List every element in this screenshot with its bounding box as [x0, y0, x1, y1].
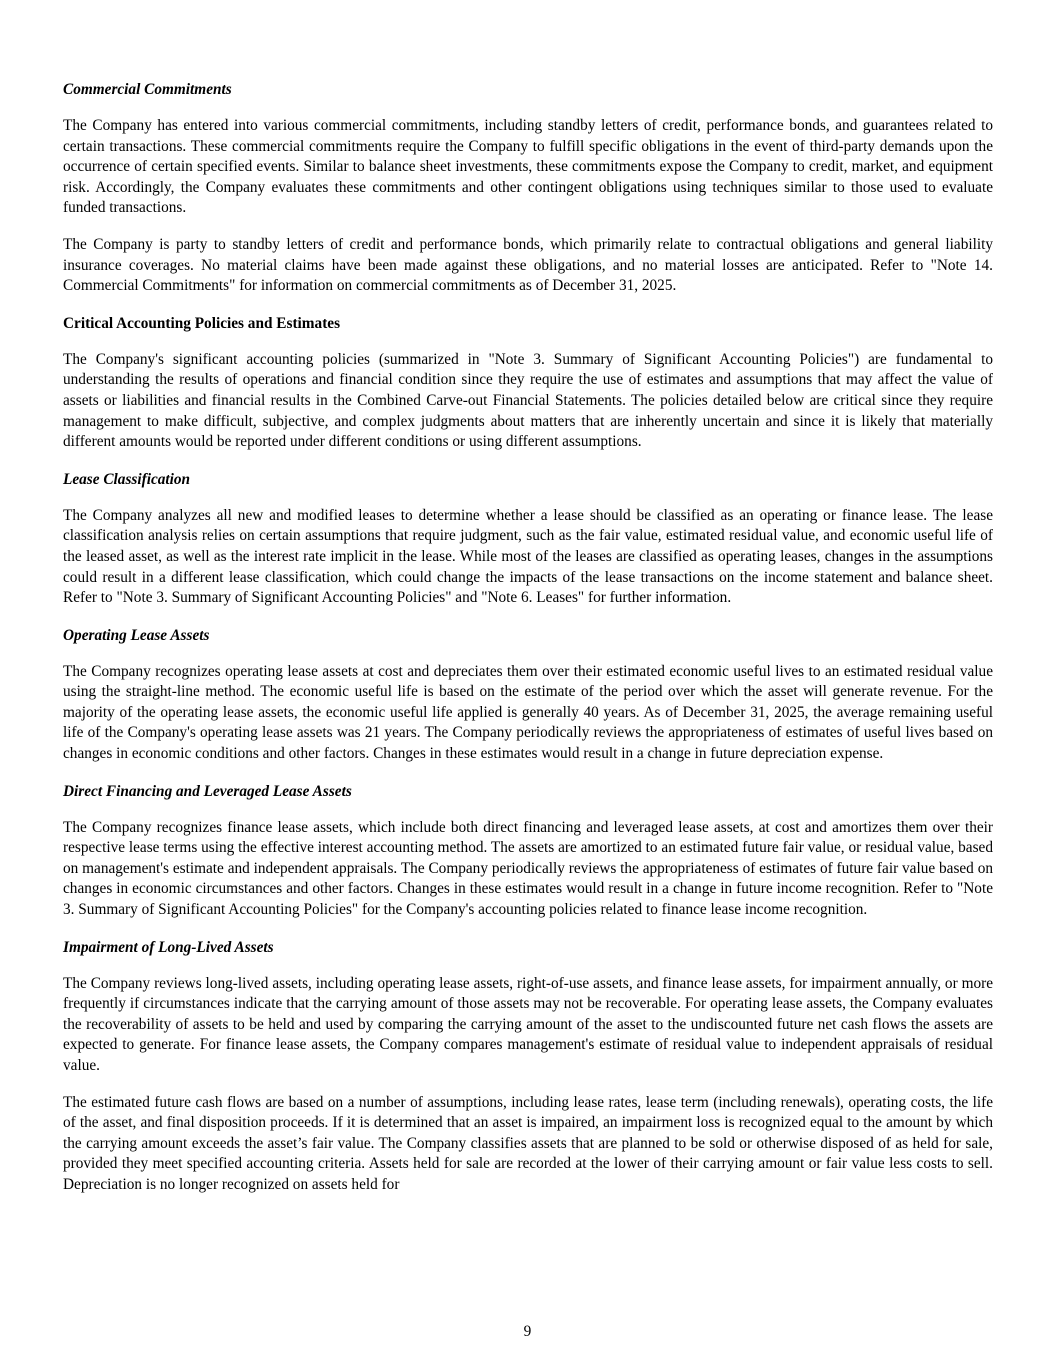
paragraph: The Company recognizes operating lease assets at cost and depreciates them over their estimated economic useful lives to an estimated residual value using the straight-line method. The economic useful life is based on the estimate of the period over which the asset will generate revenue. For the majority of the operating lease assets, the economic useful life applied is generally 40 years. As of December 31, 2025, the average remaining useful life of the Company's operating lease assets was 21 years. The Company periodically reviews the appropriateness of estimates of useful lives based on changes in economic conditions and other factors. Changes in these estimates would result in a change in future depreciation expense.	[63, 662, 993, 763]
page-number: 9	[523, 1323, 532, 1340]
paragraph: The estimated future cash flows are based on a number of assumptions, including lease rates, lease term (including renewals), operating costs, the life of the asset, and final disposition proceeds. If it is determined that an asset is impaired, an impairment loss is recognized equal to the amount by which the carrying amount exceeds the asset’s fair value. The Company classifies assets that are planned to be sold or otherwise disposed of as held for sale, provided they meet specified accounting criteria. Assets held for sale are recorded at the lower of their carrying amount or fair value less costs to sell. Depreciation is no longer recognized on assets held for	[63, 1093, 993, 1193]
section-heading-impairment-long-lived-assets: Impairment of Long-Lived Assets	[63, 938, 274, 956]
paragraph: The Company analyzes all new and modified leases to determine whether a lease should be classified as an operating or finance lease. The lease classification analysis relies on certain assumptions that require judgment, such as the fair value, estimated residual value, and economic useful life of the leased asset, as well as the interest rate implicit in the lease. While most of the leases are classified as operating leases, changes in the assumptions could result in a different lease classification, which could change the impacts of the lease transactions on the income statement and balance sheet. Refer to "Note 3. Summary of Significant Accounting Policies" and "Note 6. Leases" for further information.	[63, 506, 993, 607]
document-body	[63, 79, 993, 1212]
section-heading-critical-accounting-policies: Critical Accounting Policies and Estimates	[63, 314, 341, 332]
paragraph: The Company reviews long-lived assets, including operating lease assets, right-of-use assets, and finance lease assets, for impairment annually, or more frequently if circumstances indicate that the carrying amount of those assets may not be recoverable. For operating lease assets, the Company evaluates the recoverability of assets to be held and used by comparing the carrying amount of the asset to the undiscounted future net cash flows the assets are expected to generate. For finance lease assets, the Company compares management's estimate of residual value to independent appraisals of residual value.	[63, 974, 993, 1074]
section-heading-direct-financing-leveraged-lease-assets: Direct Financing and Leveraged Lease Assets	[63, 782, 352, 800]
section-heading-lease-classification: Lease Classification	[63, 470, 191, 488]
paragraph: The Company recognizes finance lease assets, which include both direct financing and leveraged lease assets, at cost and amortizes them over their respective lease terms using the effective interest accounting method. The assets are amortized to an estimated future fair value, or residual value, based on management's estimate and independent appraisals. The Company periodically reviews the appropriateness of estimates of future fair value based on changes in economic circumstances and other factors. Changes in these estimates would result in a change in future income recognition. Refer to "Note 3. Summary of Significant Accounting Policies" for the Company's accounting policies related to finance lease income recognition.	[63, 818, 993, 919]
paragraph: The Company's significant accounting policies (summarized in "Note 3. Summary of Significant Accounting Policies") are fundamental to understanding the results of operations and financial condition since they require the use of estimates and assumptions that may affect the value of assets or liabilities and financial results in the Combined Carve-out Financial Statements. The policies detailed below are critical since they require management to make difficult, subjective, and complex judgments about matters that are inherently uncertain and since it is likely that materially different amounts would be reported under different conditions or using different assumptions.	[63, 350, 993, 451]
section-heading-operating-lease-assets: Operating Lease Assets	[63, 626, 210, 644]
section-heading-commercial-commitments: Commercial Commitments	[63, 81, 232, 98]
paragraph: The Company is party to standby letters of credit and performance bonds, which primarily relate to contractual obligations and general liability insurance coverages. No material claims have been made against these obligations, and no material losses are anticipated. Refer to "Note 14. Commercial Commitments" for information on commercial commitments as of December 31, 2025.	[63, 235, 993, 295]
paragraph: The Company has entered into various commercial commitments, including standby letters of credit, performance bonds, and guarantees related to certain transactions. These commercial commitments require the Company to fulfill specific obligations in the event of third-party demands upon the occurrence of certain specified events. Similar to balance sheet investments, these commitments expose the Company to credit, market, and equipment risk. Accordingly, the Company evaluates these commitments and other contingent obligations using techniques similar to those used to evaluate funded transactions.	[63, 117, 993, 217]
